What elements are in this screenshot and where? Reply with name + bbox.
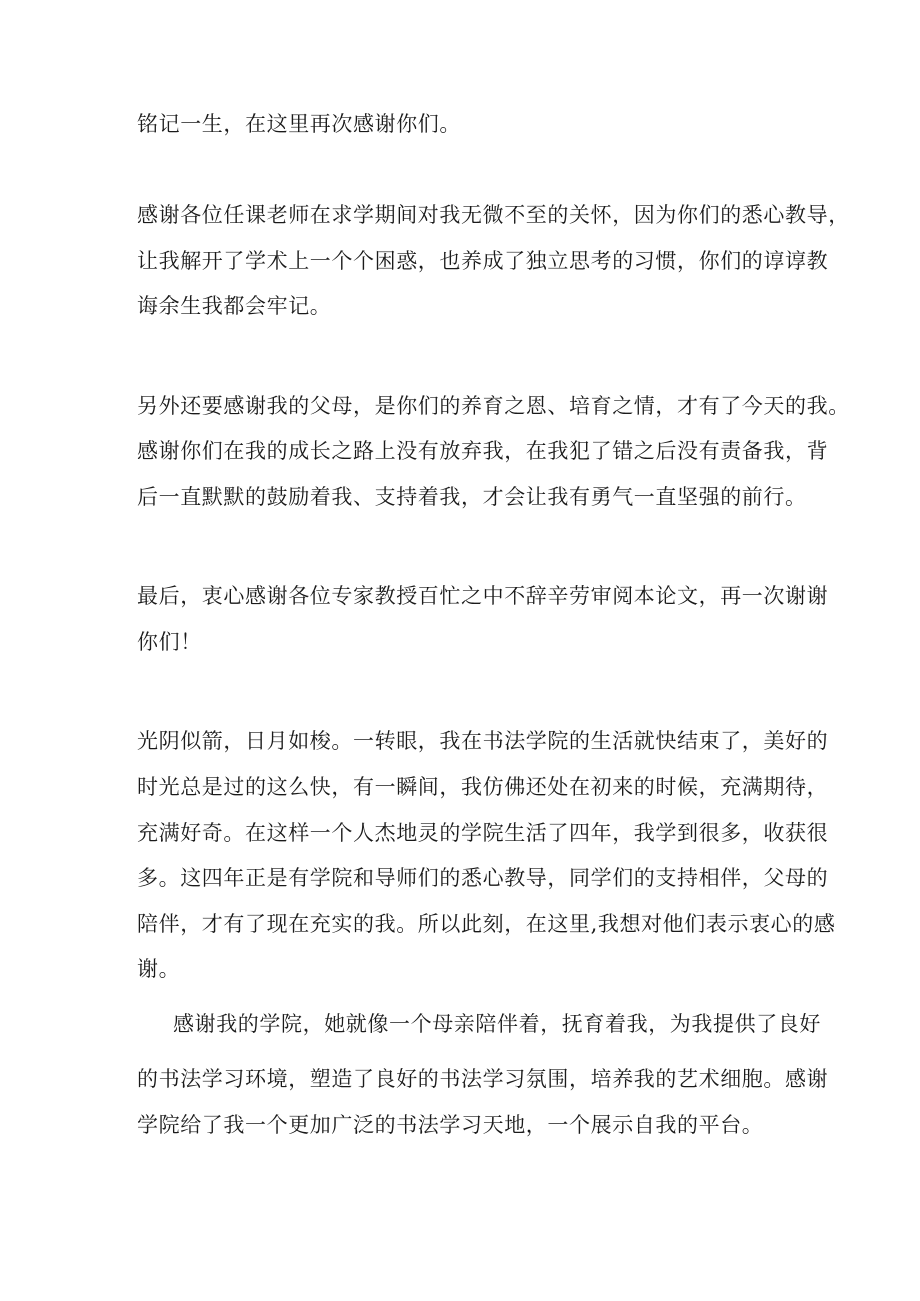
paragraph-line: 最后，衷心感谢各位专家教授百忙之中不辞辛劳审阅本论文，再一次谢谢: [137, 584, 829, 608]
paragraph-line: 谢。: [137, 957, 181, 981]
paragraph-line: 多。这四年正是有学院和导师们的悉心教导，同学们的支持相伴，父母的: [137, 866, 829, 890]
paragraph-line: 充满好奇。在这样一个人杰地灵的学院生活了四年，我学到很多，收获很: [137, 821, 829, 845]
paragraph-line: 的书法学习环境，塑造了良好的书法学习氛围，培养我的艺术细胞。感谢: [137, 1067, 829, 1091]
paragraph-line: 时光总是过的这么快，有一瞬间，我仿佛还处在初来的时候，充满期待，: [137, 775, 829, 799]
paragraph-line: 铭记一生，在这里再次感谢你们。: [137, 112, 461, 136]
paragraph-line: 感谢你们在我的成长之路上没有放弃我，在我犯了错之后没有责备我，背: [137, 439, 829, 463]
paragraph-line: 诲余生我都会牢记。: [137, 294, 332, 318]
paragraph-line: 让我解开了学术上一个个困惑，也养成了独立思考的习惯，你们的谆谆教: [137, 249, 829, 273]
paragraph-line: 学院给了我一个更加广泛的书法学习天地，一个展示自我的平台。: [137, 1113, 764, 1137]
paragraph-line: 另外还要感谢我的父母，是你们的养育之恩、培育之情，才有了今天的我。: [137, 394, 850, 418]
paragraph-line: 你们！: [137, 630, 202, 654]
paragraph-line: 陪伴，才有了现在充实的我。所以此刻，在这里,我想对他们表示衷心的感: [137, 912, 836, 936]
paragraph-line: 后一直默默的鼓励着我、支持着我，才会让我有勇气一直坚强的前行。: [137, 485, 807, 509]
paragraph-line: 感谢我的学院，她就像一个母亲陪伴着，抚育着我，为我提供了良好: [173, 1012, 821, 1036]
paragraph-line: 光阴似箭，日月如梭。一转眼，我在书法学院的生活就快结束了，美好的: [137, 729, 829, 753]
paragraph-line: 感谢各位任课老师在求学期间对我无微不至的关怀，因为你们的悉心教导，: [137, 203, 850, 227]
